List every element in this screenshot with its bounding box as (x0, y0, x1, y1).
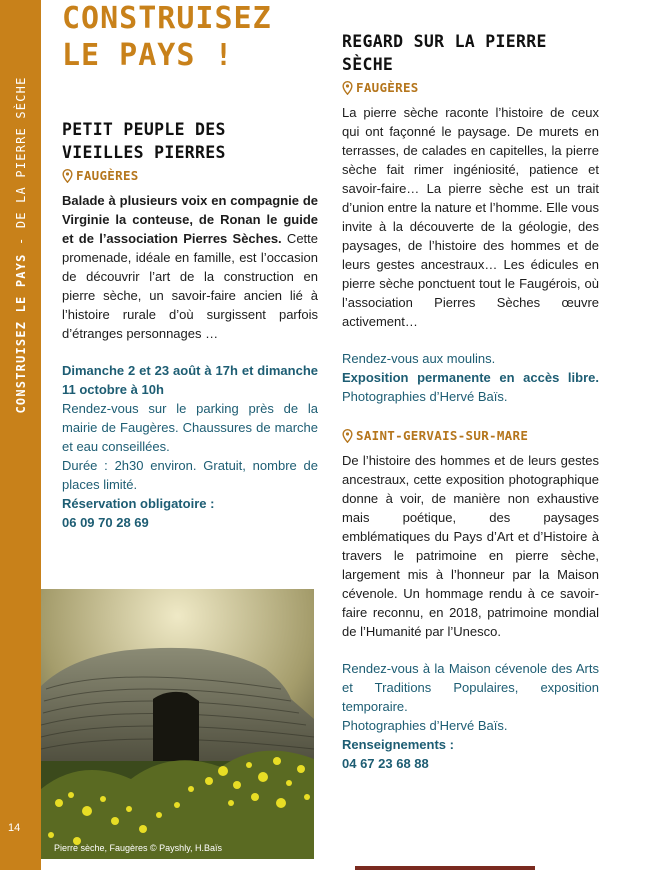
left-section-title-line2: VIEILLES PIERRES (62, 143, 226, 162)
right-expo-1-bold: Exposition permanente en accès libre. (342, 370, 599, 385)
left-meeting: Rendez-vous sur le parking près de la mairie de Faugères. Chaussures de marche et eau conseillées. (62, 401, 318, 454)
right-column (342, 30, 599, 773)
sidebar-label-rest: - DE LA PIERRE SÈCHE (14, 76, 28, 254)
right-meeting-1: Rendez-vous aux moulins. (342, 351, 496, 366)
right-text-1: La pierre sèche raconte l’histoire de ceux qui ont façonné le paysage. De murets en terrasses, de calades en capitelles, la pierre sèche fait rimer ingéniosité, patience et savoir-faire… La pierre sèche est un trait d’union entre la nature et l’homme. Elle vous invite à la découverte de la géologie, des paysages, de l’histoire des hommes et de leurs gestes ancestraux… Les édicules en pierre sèche ponctuent tout le Faugérois, où l’association Pierres Sèches œuvre activement… (342, 105, 599, 329)
left-location-label: FAUGÈRES (76, 168, 139, 183)
left-intro (62, 191, 318, 343)
page-title (62, 0, 272, 74)
left-duration: Durée : 2h30 environ. Gratuit, nombre de places limité. (62, 458, 318, 492)
right-info-label: Renseignements : (342, 737, 454, 752)
stone-hut-photo (41, 589, 314, 859)
right-location-2 (342, 428, 599, 443)
right-section-title-line1: REGARD SUR LA PIERRE (342, 32, 547, 51)
map-pin-icon (62, 169, 73, 183)
right-expo-1 (342, 368, 599, 406)
left-intro-bold: Balade à plusieurs voix en compagnie de Virginie la conteuse, de Ronan le guide et de l’association Pierres Sèches. (62, 193, 318, 246)
left-phone: 06 09 70 28 69 (62, 515, 149, 530)
left-location (62, 168, 318, 183)
photo-caption: Pierre sèche, Faugères © Payshly, H.Baïs (54, 843, 223, 853)
right-expo-1-rest: Photographies d’Hervé Baïs. (342, 389, 508, 404)
left-section-title-line1: PETIT PEUPLE DES (62, 120, 226, 139)
right-location-2-label: SAINT-GERVAIS-SUR-MARE (356, 428, 529, 443)
left-intro-rest: Cette promenade, idéale en famille, est l’occasion de découvrir l’art de la construction en pierre sèche, un savoir-faire ancien lié à l’histoire rurale d’où surgissent parfois d’étranges personnages … (62, 231, 318, 341)
right-location-1 (342, 80, 599, 95)
left-dates: Dimanche 2 et 23 août à 17h et dimanche 11 octobre à 10h (62, 363, 318, 397)
map-pin-icon (342, 429, 353, 443)
left-section-title (62, 118, 318, 164)
page-number: 14 (8, 822, 21, 834)
right-location-1-label: FAUGÈRES (356, 80, 419, 95)
left-column (62, 118, 318, 532)
right-photos-2: Photographies d’Hervé Baïs. (342, 718, 508, 733)
stone-hut-illustration (41, 589, 314, 859)
right-section-title (342, 30, 599, 76)
bottom-strip (355, 866, 535, 870)
sidebar-label-bold: CONSTRUISEZ LE PAYS (14, 253, 28, 414)
page-title-line2: LE PAYS ! (62, 38, 234, 73)
sidebar-label (14, 77, 28, 414)
right-text-2: De l’histoire des hommes et de leurs gestes ancestraux, cette exposition photographique donne à voir, de manière non exhaustive mais poétique, des paysages emblématiques du Pays d’Art et d’Histoire à travers le patrimoine en pierre sèche, largement mis à l’honneur par la Maison cévenole. Un hommage rendu à ce savoir-faire reconnu, en 2018, patrimoine mondial de l’Humanité par l’Unesco. (342, 453, 599, 639)
right-phone: 04 67 23 68 88 (342, 756, 429, 771)
page-title-line1: CONSTRUISEZ (62, 1, 272, 36)
right-section-title-line2: SÈCHE (342, 55, 394, 74)
map-pin-icon (342, 81, 353, 95)
sidebar-band (0, 0, 41, 870)
left-reservation-label: Réservation obligatoire : (62, 496, 215, 511)
right-meeting-2: Rendez-vous à la Maison cévenole des Arts et Traditions Populaires, exposition temporaire. (342, 661, 599, 714)
